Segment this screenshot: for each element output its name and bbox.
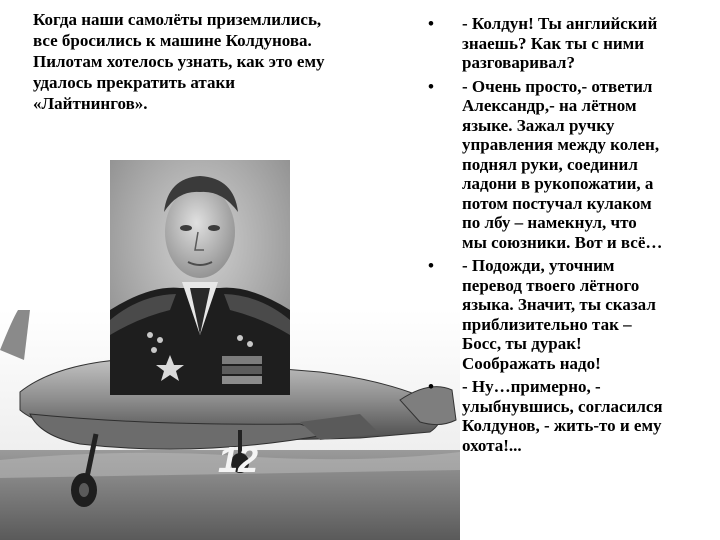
dialogue-item: [428, 77, 713, 253]
dialogue-text: - Очень просто,- ответил Александр,- на лётном языке. Зажал ручку управления между колен, поднял руки, соединил ладони в рукопожатии, а потом постучал кулаком по лбу – намекнул, что мы союзники. Вот и всё…: [462, 76, 663, 252]
dialogue-text: - Подожди, уточним перевод твоего лётного языка. Значит, ты сказал приблизительно так – Босс, ты дурак! Соображать надо!: [462, 256, 656, 373]
dialogue-item: [428, 256, 713, 373]
aircraft-tail-number: 12: [218, 439, 259, 480]
intro-paragraph: Когда наши самолёты приземлились, все бросились к машине Колдунова. Пилотам хотелось узнать, как это ему удалось прекратить атаки «Лайтнингов».: [33, 10, 325, 113]
dialogue-text: - Колдун! Ты английский знаешь? Как ты с ними разговаривал?: [462, 14, 658, 72]
bullet-icon: •: [428, 256, 434, 275]
bullet-icon: •: [428, 377, 434, 396]
bullet-icon: •: [428, 76, 434, 96]
dialogue-text: - Ну…примерно, - улыбнувшись, согласился Колдунов, - жить-то и ему охота!...: [462, 377, 663, 455]
dialogue-item: [428, 14, 713, 73]
pilot-portrait-photo: [110, 160, 290, 395]
bullet-icon: •: [428, 14, 434, 33]
dialogue-item: [428, 377, 713, 455]
dialogue-list: [428, 14, 713, 459]
